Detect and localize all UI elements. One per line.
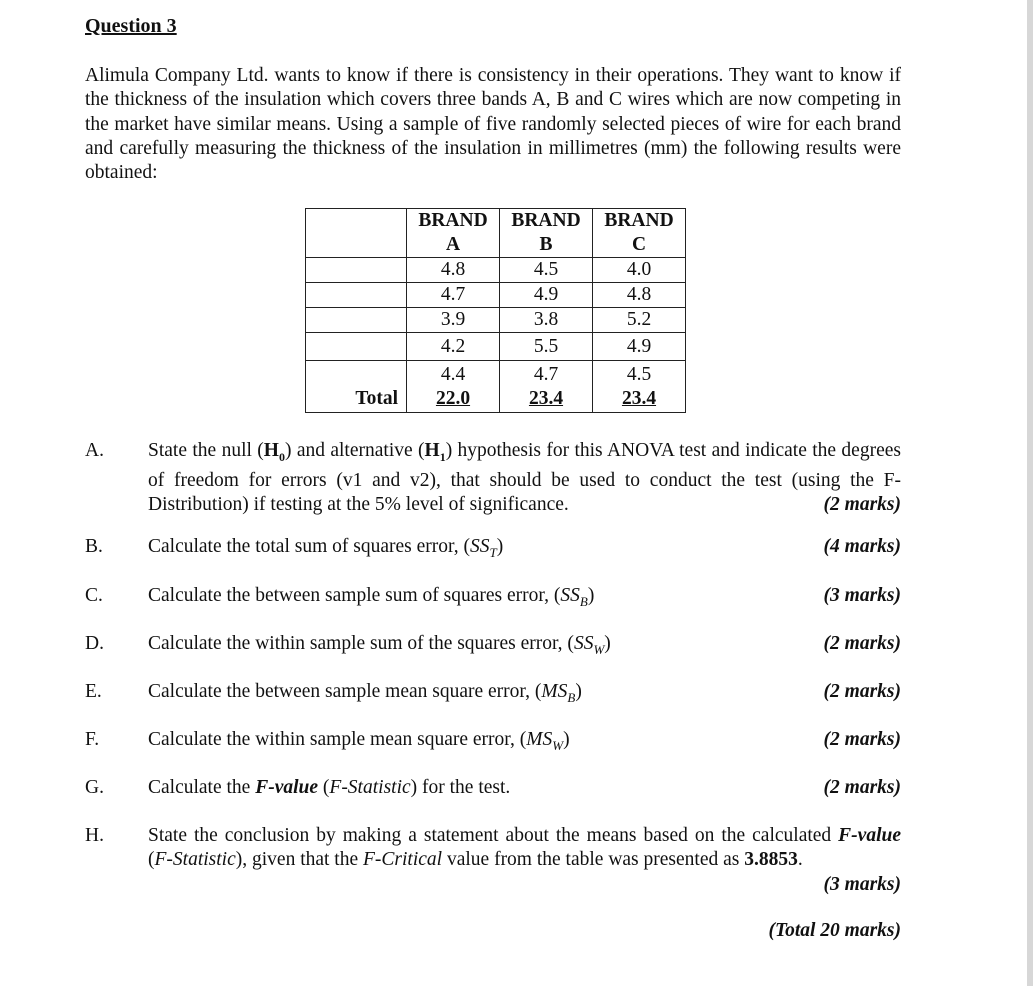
question-h: [85, 824, 901, 897]
question-text: Calculate the within sample sum of the squares error, $(SS_W)$ (2 marks): [148, 633, 901, 657]
table-cell: 5.2: [593, 308, 686, 333]
table-cell: 4.0: [593, 258, 686, 283]
question-letter: H.: [85, 825, 104, 846]
question-letter: F.: [85, 729, 100, 750]
question-letter: B.: [85, 536, 103, 557]
marks-label: (3 marks): [823, 873, 901, 895]
table-cell: 4.9: [500, 283, 593, 308]
intro-paragraph: Alimula Company Ltd. wants to know if there is consistency in their operations. They want to know if the thickness of the insulation which covers three bands A, B and C wires which are now competing in the market have similar means. Using a sample of five randomly selected pieces of wire for each brand and carefully measuring the thickness of the insulation in millimetres (mm) the following results were obtained:: [85, 65, 901, 184]
thickness-table: [305, 208, 686, 413]
marks-label: (4 marks): [823, 536, 901, 557]
question-e: [85, 680, 901, 710]
question-title: Question 3: [85, 15, 177, 37]
question-text: State the null $(H_0)$ and alternative $(H_1)$ hypothesis for this ANOVA test and indicate the degrees of freedom for errors (v1 and v2), that should be used to conduct the test (using the F-Distribution) if testing at the 5% level of significance. (2 marks): [148, 439, 901, 518]
question-g: [85, 776, 901, 800]
table-cell: 4.8: [593, 283, 686, 308]
question-letter: E.: [85, 681, 102, 702]
table-cell: 5.5: [500, 333, 593, 361]
question-letter: A.: [85, 440, 104, 461]
question-text: State the conclusion by making a statement about the means based on the calculated F-value (F-Statistic), given that the F-Critical value from the table was presented as 3.8853. (3 marks): [148, 824, 901, 897]
question-text: Calculate the total sum of squares error, $(SS_T)$ (4 marks): [148, 536, 901, 560]
marks-label: (2 marks): [823, 681, 901, 702]
total-marks: (Total 20 marks): [768, 920, 901, 941]
total-label: Total: [306, 388, 407, 413]
table-cell: 4.7: [500, 361, 593, 389]
question-text: Calculate the between sample mean square error, $(MS_B)$ (2 marks): [148, 681, 901, 705]
table-cell: 3.8: [500, 308, 593, 333]
marks-label: (3 marks): [823, 585, 901, 606]
table-cell: 4.9: [593, 333, 686, 361]
question-letter: G.: [85, 777, 104, 798]
table-cell: 3.9: [407, 308, 500, 333]
total-brand-a: 22.0: [435, 388, 471, 409]
question-letter: D.: [85, 633, 104, 654]
table-cell: 4.5: [500, 258, 593, 283]
table-row: [306, 333, 686, 361]
question-a: [85, 439, 901, 518]
table-row: [306, 283, 686, 308]
marks-label: (2 marks): [823, 777, 901, 798]
marks-label: (2 marks): [823, 633, 901, 654]
question-letter: C.: [85, 585, 103, 606]
question-f: [85, 728, 901, 758]
marks-label: (2 marks): [823, 729, 901, 750]
page-edge-bar: [1027, 0, 1033, 986]
table-cell: 4.8: [407, 258, 500, 283]
blank-header-cell: [306, 209, 407, 258]
table-header-row: [306, 209, 686, 258]
question-b: [85, 535, 901, 565]
header-brand-a: BRAND A: [407, 209, 500, 258]
total-brand-b: 23.4: [528, 388, 564, 409]
table-cell: 4.7: [407, 283, 500, 308]
table-row: [306, 258, 686, 283]
marks-label: (2 marks): [823, 494, 901, 516]
question-d: [85, 632, 901, 662]
table-total-row: [306, 388, 686, 413]
table-cell: 4.4: [407, 361, 500, 389]
total-brand-c: 23.4: [621, 388, 657, 409]
table-row: [306, 361, 686, 389]
table-cell: 4.2: [407, 333, 500, 361]
question-text: Calculate the F-value (F-Statistic) for the test. (2 marks): [148, 776, 901, 800]
header-brand-c: BRAND C: [593, 209, 686, 258]
header-brand-b: BRAND B: [500, 209, 593, 258]
question-text: Calculate the between sample sum of squares error, $(SS_B)$ (3 marks): [148, 585, 901, 609]
question-c: [85, 584, 901, 614]
table-cell: 4.5: [593, 361, 686, 389]
table-row: [306, 308, 686, 333]
question-text: Calculate the within sample mean square error, $(MS_W)$ (2 marks): [148, 729, 901, 753]
